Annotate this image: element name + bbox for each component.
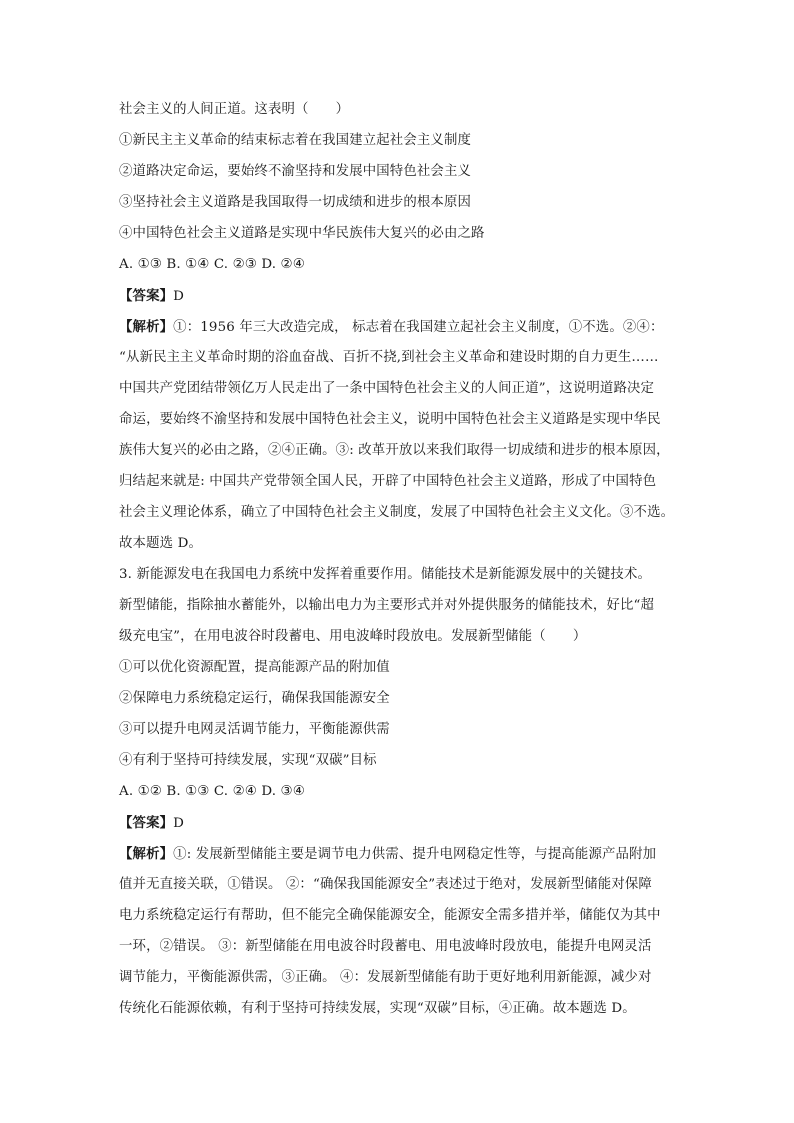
answer-tag: 【答案】	[119, 815, 174, 831]
document-page	[119, 100, 691, 1030]
analysis-line	[119, 844, 691, 875]
option-4: ④有利于坚持可持续发展，实现“双碳”目标	[119, 753, 377, 768]
answer-line	[119, 813, 691, 844]
analysis-text: ①: 发展新型储能主要是调节电力供需、提升电网稳定性等，与提高能源产品附加	[173, 847, 657, 862]
analysis-line: 值并无直接关联，①错误。 ②：“确保我国能源安全”表述过于绝对，发展新型储能对保障	[119, 877, 652, 892]
answer-value: D	[173, 816, 185, 831]
analysis-line: 传统化石能源依赖，有利于坚持可持续发展，实现“双碳”目标，④正确。故本题选 D。	[119, 1001, 636, 1016]
option-1: ①新民主主义革命的结束标志着在我国建立起社会主义制度	[119, 133, 472, 148]
answer-tag: 【答案】	[119, 288, 174, 304]
analysis-line: 命运，要始终不渝坚持和发展中国特色社会主义，说明中国特色社会主义道路是实现中华民	[119, 412, 661, 427]
option-1: ①可以优化资源配置，提高能源产品的附加值	[119, 660, 390, 675]
option-3: ③可以提升电网灵活调节能力，平衡能源供需	[119, 722, 390, 737]
analysis-tag: 【解析】	[119, 846, 174, 862]
option-2: ②保障电力系统稳定运行，确保我国能源安全	[119, 691, 390, 706]
analysis-line	[119, 317, 691, 348]
analysis-line: 一环，②错误。 ③：新型储能在用电波谷时段蓄电、用电波峰时段放电，能提升电网灵活	[119, 939, 652, 954]
answer-choices: A. ①② B. ①③ C. ②④ D. ③④	[119, 784, 305, 799]
analysis-text: ①：1956 年三大改造完成， 标志着在我国建立起社会主义制度，①不选。②④：	[173, 320, 664, 335]
analysis-line: 归结起来就是: 中国共产党带领全国人民，开辟了中国特色社会主义道路，形成了中国特色	[119, 474, 657, 489]
question-stem: 级充电宝”，在用电波谷时段蓄电、用电波峰时段放电。发展新型储能（ ）	[119, 629, 587, 644]
option-2: ②道路决定命运，要始终不渝坚持和发展中国特色社会主义	[119, 164, 472, 179]
option-3: ③坚持社会主义道路是我国取得一切成绩和进步的根本原因	[119, 195, 472, 210]
question-stem: 3. 新能源发电在我国电力系统中发挥着重要作用。储能技术是新能源发展中的关键技术。	[119, 567, 652, 582]
answer-choices: A. ①③ B. ①④ C. ②③ D. ②④	[119, 257, 305, 272]
option-4: ④中国特色社会主义道路是实现中华民族伟大复兴的必由之路	[119, 226, 485, 241]
analysis-line: 故本题选 D。	[119, 536, 202, 551]
analysis-tag: 【解析】	[119, 319, 174, 335]
question-stem: 新型储能，指除抽水蓄能外，以输出电力为主要形式并对外提供服务的储能技术，好比“超	[119, 598, 655, 613]
analysis-line: 电力系统稳定运行有帮助，但不能完全确保能源安全，能源安全需多措并举，储能仅为其中	[119, 908, 661, 923]
question-stem: 社会主义的人间正道。这表明（ ）	[119, 102, 350, 117]
answer-line	[119, 286, 691, 317]
analysis-line: “从新民主主义革命时期的浴血奋战、百折不挠,到社会主义革命和建设时期的自力更生……	[119, 350, 659, 365]
analysis-line: 族伟大复兴的必由之路，②④正确。③: 改革开放以来我们取得一切成绩和进步的根本原因，	[119, 443, 670, 458]
analysis-line: 中国共产党团结带领亿万人民走出了一条中国特色社会主义的人间正道”，这说明道路决定	[119, 381, 655, 396]
analysis-line: 社会主义理论体系，确立了中国特色社会主义制度，发展了中国特色社会主义文化。③不选。	[119, 505, 675, 520]
answer-value: D	[173, 289, 185, 304]
analysis-line: 调节能力，平衡能源供需，③正确。 ④：发展新型储能有助于更好地利用新能源，减少对	[119, 970, 652, 985]
